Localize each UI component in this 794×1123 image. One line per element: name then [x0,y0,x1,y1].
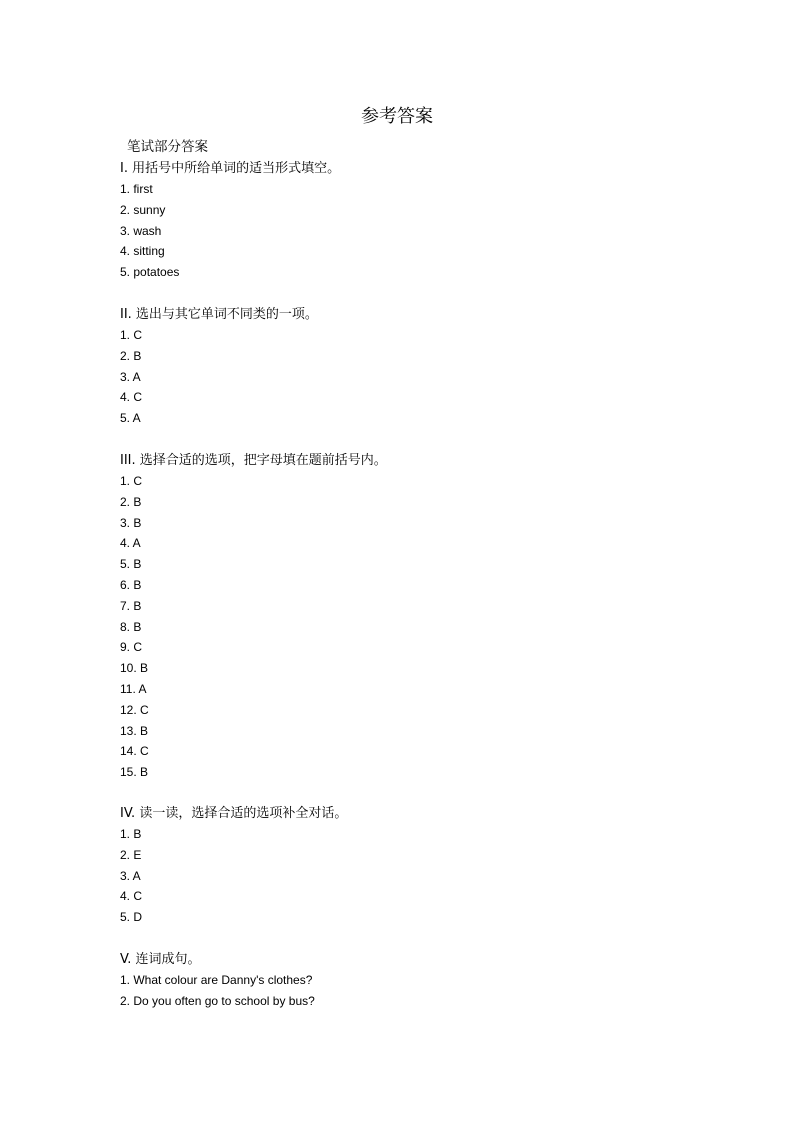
answer-item: 1. first [120,182,153,196]
answer-item: 11. A [120,681,147,696]
answer-item: 3. A [120,868,141,883]
section-5 [120,949,720,1012]
answer-item: 4. C [120,889,143,904]
answer-item: 2. E [120,847,142,862]
answer-item: 5. B [120,557,142,572]
answer-item: 2. B [120,348,142,363]
answer-item: 10. B [120,661,149,676]
answer-item: 5. A [120,411,141,426]
answer-item: 4. sitting [120,244,165,259]
answer-item: 3. wash [120,223,162,238]
section-heading: IV. 读一读，选择合适的选项补全对话。 [120,806,348,821]
answer-item: 8. B [120,619,142,634]
answer-item: 1. What colour are Danny's clothes? [120,973,313,987]
section-heading: I. 用括号中所给单词的适当形式填空。 [120,161,341,176]
section-heading: V. 连词成句。 [120,952,201,967]
answer-item: 3. B [120,515,142,530]
answer-item: 9. C [120,640,143,655]
answer-item: 5. D [120,910,143,925]
answer-item: 2. Do you often go to school by bus? [120,993,315,1008]
answer-item: 1. C [120,328,143,342]
section-3 [120,450,720,783]
answer-item: 7. B [120,598,142,613]
answer-item: 4. C [120,390,143,405]
answer-item: 1. C [120,474,143,488]
answer-item: 2. sunny [120,202,166,217]
answer-item: 12. C [120,702,149,717]
answer-item: 1. B [120,827,142,841]
section-4 [120,803,720,928]
section-1 [120,158,720,283]
page-subtitle: 笔试部分答案 [127,139,208,155]
answer-item: 6. B [120,577,142,592]
answer-item: 3. A [120,369,141,384]
section-heading: II. 选出与其它单词不同类的一项。 [120,307,318,322]
section-heading: III. 选择合适的选项，把字母填在题前括号内。 [120,453,387,468]
answer-item: 15. B [120,765,149,780]
answer-item: 14. C [120,744,149,759]
section-2 [120,304,720,429]
answer-item: 4. A [120,536,141,551]
answer-item: 2. B [120,494,142,509]
answer-item: 13. B [120,723,149,738]
answer-item: 5. potatoes [120,265,180,280]
page-title: 参考答案 [361,106,433,127]
